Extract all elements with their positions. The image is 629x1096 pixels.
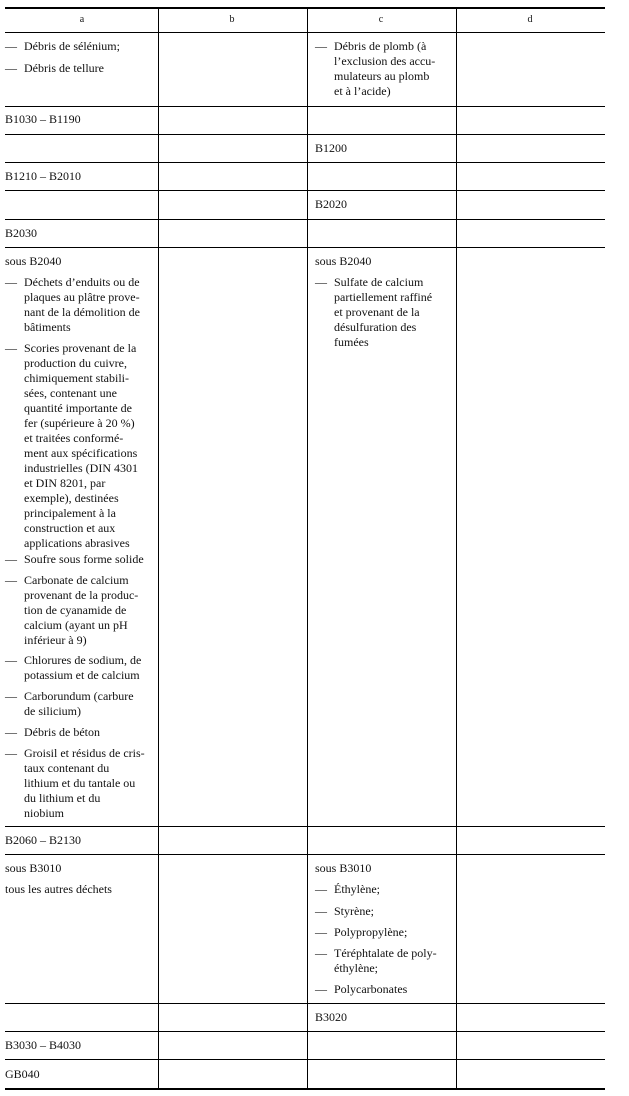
table-rule (5, 7, 605, 9)
table-rule (5, 1003, 605, 1004)
dash-marker: — (5, 573, 17, 587)
list-item-text (24, 573, 153, 648)
list-item-line: du lithium et du (24, 791, 101, 805)
list-item-text (334, 925, 463, 940)
list-item-line: Téréphtalate de poly- (334, 946, 437, 960)
dash-marker: — (315, 904, 327, 918)
column-header-a: a (79, 14, 85, 25)
list-item-line: principalement à la (24, 506, 116, 520)
list-item-line: et à l’acide) (334, 84, 391, 98)
table-rule (5, 219, 605, 220)
list-item-line: inférieur à 9) (24, 633, 87, 647)
list-item-line: Déchets d’enduits ou de (24, 275, 140, 289)
list-item-line: et provenant de la (334, 305, 420, 319)
list-item-line: de silicium) (24, 704, 81, 718)
table-rule (5, 1031, 605, 1032)
row8-code: B2060 – B2130 (5, 833, 82, 847)
list-item-line: et traitées conformé- (24, 431, 124, 445)
list-item-text (334, 275, 463, 350)
dash-marker: — (315, 39, 327, 53)
table-rule (5, 854, 605, 855)
list-item-line: Styrène; (334, 904, 374, 918)
row5-code: B2020 (315, 197, 348, 211)
list-item-text (334, 904, 463, 919)
column-header-c: c (378, 14, 384, 25)
dash-marker: — (315, 946, 327, 960)
list-item-line: Débris de tellure (24, 61, 104, 75)
list-item-line: désulfuration des (334, 320, 417, 334)
dash-marker: — (5, 689, 17, 703)
row4-code: B1210 – B2010 (5, 169, 82, 183)
row11-code: B3030 – B4030 (5, 1038, 82, 1052)
list-item-line: Débris de sélénium; (24, 39, 120, 53)
list-item-line: fumées (334, 335, 369, 349)
table-rule (5, 162, 605, 163)
list-item-line: et DIN 8201, par (24, 476, 106, 490)
list-item-line: ment aux spécifications (24, 446, 138, 460)
dash-marker: — (315, 925, 327, 939)
list-item-line: l’exclusion des accu- (334, 54, 436, 68)
list-item-line: Groisil et résidus de cris- (24, 746, 145, 760)
list-item-line: industrielles (DIN 4301 (24, 461, 138, 475)
list-item-text (24, 39, 153, 54)
row9-col-c-heading: sous B3010 (315, 861, 372, 875)
list-item-line: applications abrasives (24, 536, 130, 550)
dash-marker: — (5, 39, 17, 53)
list-item-line: sées, contenant une (24, 386, 117, 400)
row7-col-a-heading: sous B2040 (5, 254, 62, 268)
list-item-line: tion de cyanamide de (24, 603, 127, 617)
row9-col-a-subtext: tous les autres déchets (5, 882, 112, 896)
list-item-text (334, 882, 463, 897)
list-item-line: chimiquement stabili- (24, 371, 129, 385)
table-rule (5, 134, 605, 135)
list-item-line: Carbonate de calcium (24, 573, 129, 587)
list-item-line: construction et aux (24, 521, 116, 535)
row10-code: B3020 (315, 1010, 348, 1024)
table-rule (5, 190, 605, 191)
list-item-line: Soufre sous forme solide (24, 552, 144, 566)
dash-marker: — (315, 275, 327, 289)
row12-code: GB040 (5, 1067, 40, 1081)
dash-marker: — (5, 61, 17, 75)
list-item-text (24, 552, 153, 567)
table (5, 0, 605, 1096)
list-item-line: partiellement raffiné (334, 290, 433, 304)
list-item-line: fer (supérieure à 20 %) (24, 416, 135, 430)
list-item-line: potassium et de calcium (24, 668, 140, 682)
list-item-text (24, 689, 153, 719)
list-item-line: Carborundum (carbure (24, 689, 134, 703)
list-item-line: plaques au plâtre prove- (24, 290, 140, 304)
list-item-line: lithium et du tantale ou (24, 776, 136, 790)
row9-col-a-heading: sous B3010 (5, 861, 62, 875)
list-item-text (24, 746, 153, 821)
table-rule (5, 32, 605, 33)
list-item-line: niobium (24, 806, 65, 820)
list-item-line: taux contenant du (24, 761, 110, 775)
list-item-line: éthylène; (334, 961, 378, 975)
list-item-line: exemple), destinées (24, 491, 119, 505)
row7-col-c-heading: sous B2040 (315, 254, 372, 268)
list-item-line: Polypropylène; (334, 925, 408, 939)
table-rule (5, 1059, 605, 1060)
list-item-line: Scories provenant de la (24, 341, 137, 355)
list-item-text (334, 946, 463, 976)
table-rule (5, 106, 605, 107)
list-item-text (24, 341, 153, 551)
column-divider (158, 8, 159, 1089)
list-item-line: bâtiments (24, 320, 71, 334)
list-item-line: production du cuivre, (24, 356, 127, 370)
list-item-line: Éthylène; (334, 882, 380, 896)
row6-code: B2030 (5, 226, 38, 240)
list-item-text (334, 39, 463, 99)
column-divider (307, 8, 308, 1089)
table-rule (5, 826, 605, 827)
row3-code: B1200 (315, 141, 348, 155)
column-header-b: b (229, 14, 235, 25)
dash-marker: — (315, 982, 327, 996)
list-item-line: Chlorures de sodium, de (24, 653, 142, 667)
list-item-text (24, 653, 153, 683)
list-item-line: nant de la démolition de (24, 305, 140, 319)
list-item-line: Polycarbonates (334, 982, 408, 996)
dash-marker: — (315, 882, 327, 896)
list-item-line: Débris de béton (24, 725, 100, 739)
list-item-line: calcium (ayant un pH (24, 618, 128, 632)
list-item-line: Débris de plomb (à (334, 39, 427, 53)
dash-marker: — (5, 653, 17, 667)
table-rule (5, 1088, 605, 1090)
dash-marker: — (5, 552, 17, 566)
dash-marker: — (5, 746, 17, 760)
row2-code: B1030 – B1190 (5, 112, 81, 126)
table-rule (5, 247, 605, 248)
list-item-text (24, 275, 153, 335)
list-item-line: Sulfate de calcium (334, 275, 424, 289)
column-header-d: d (527, 14, 533, 25)
list-item-line: quantité importante de (24, 401, 132, 415)
list-item-text (24, 61, 153, 76)
list-item-text (334, 982, 463, 997)
list-item-line: mulateurs au plomb (334, 69, 430, 83)
dash-marker: — (5, 275, 17, 289)
list-item-line: provenant de la produc- (24, 588, 139, 602)
list-item-text (24, 725, 153, 740)
dash-marker: — (5, 341, 17, 355)
dash-marker: — (5, 725, 17, 739)
